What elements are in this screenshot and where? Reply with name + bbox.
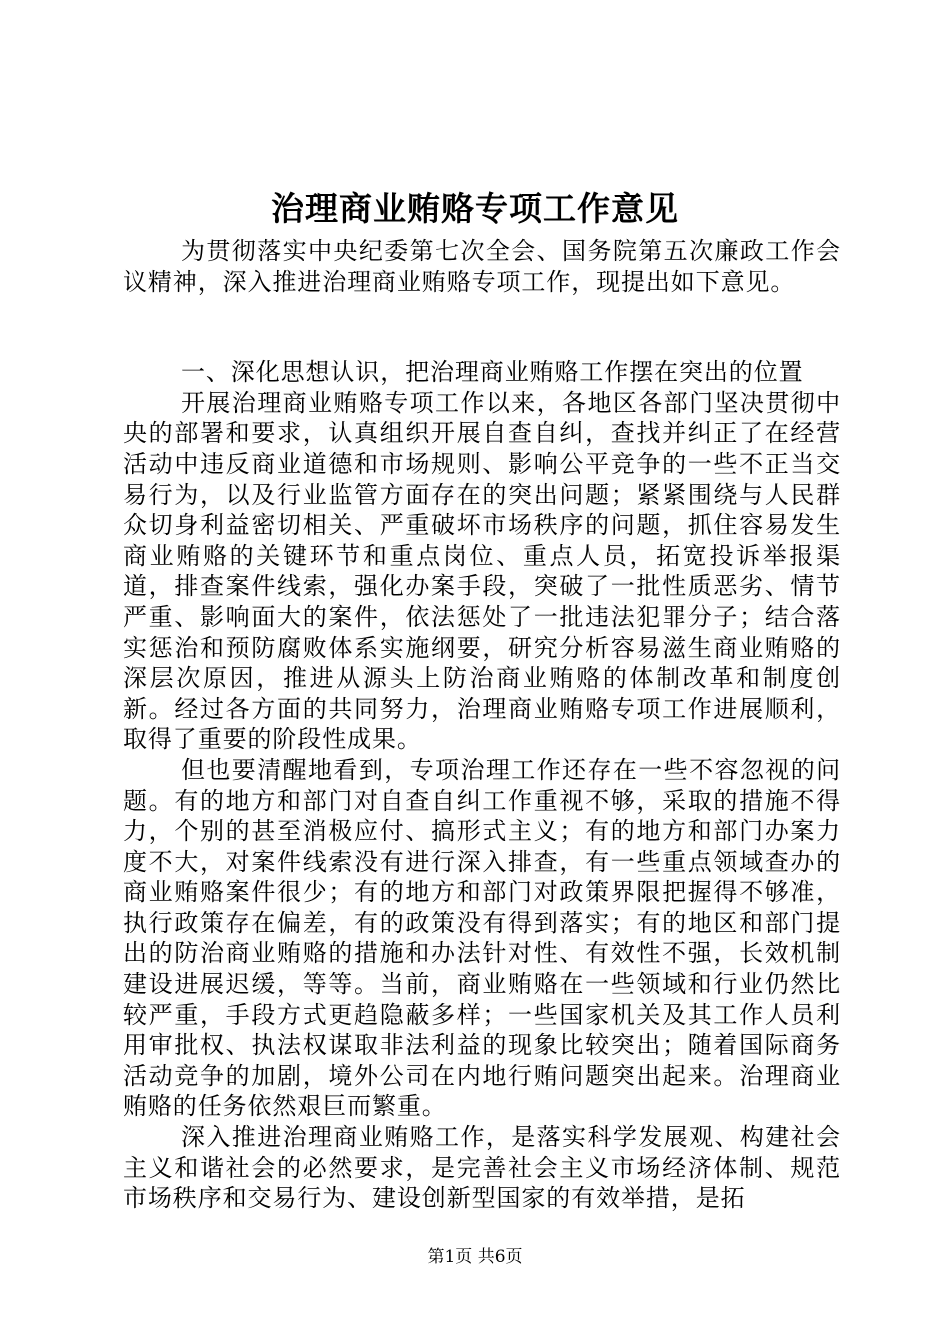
body-paragraph: 但也要清醒地看到，专项治理工作还存在一些不容忽视的问题。有的地方和部门对自查自纠工作重视不够，采取的措施不得力，个别的甚至消极应付、搞形式主义；有的地方和部门办案力度不大，对案件线索没有进行深入排查，有一些重点领域查办的商业贿赂案件很少；有的地方和部门对政策界限把握得不够准，执行政策存在偏差，有的政策没有得到落实；有的地区和部门提出的防治商业贿赂的措施和办法针对性、有效性不强，长效机制建设进展迟缓，等等。当前，商业贿赂在一些领域和行业仍然比较严重，手段方式更趋隐蔽多样；一些国家机关及其工作人员利用审批权、执法权谋取非法利益的现象比较突出；随着国际商务活动竞争的加剧，境外公司在内地行贿问题突出起来。治理商业贿赂的任务依然艰巨而繁重。 [123,755,841,1121]
intro-paragraph: 为贯彻落实中央纪委第七次全会、国务院第五次廉政工作会议精神，深入推进治理商业贿赂专项工作，现提出如下意见。 [123,237,841,296]
document-body [123,236,841,1214]
document-title: 治理商业贿赂专项工作意见 [271,189,679,228]
section-heading: 一、深化思想认识，把治理商业贿赂工作摆在突出的位置 [181,358,804,387]
page-footer: 第1页 共6页 [427,1247,523,1267]
body-paragraph: 开展治理商业贿赂专项工作以来，各地区各部门坚决贯彻中央的部署和要求，认真组织开展自查自纠，查找并纠正了在经营活动中违反商业道德和市场规则、影响公平竞争的一些不正当交易行为，以及行业监管方面存在的突出问题；紧紧围绕与人民群众切身利益密切相关、严重破坏市场秩序的问题，抓住容易发生商业贿赂的关键环节和重点岗位、重点人员，拓宽投诉举报渠道，排查案件线索，强化办案手段，突破了一批性质恶劣、情节严重、影响面大的案件，依法惩处了一批违法犯罪分子；结合落实惩治和预防腐败体系实施纲要，研究分析容易滋生商业贿赂的深层次原因，推进从源头上防治商业贿赂的体制改革和制度创新。经过各方面的共同努力，治理商业贿赂专项工作进展顺利，取得了重要的阶段性成果。 [123,388,841,754]
paragraph-gap [123,297,841,357]
body-paragraph: 深入推进治理商业贿赂工作，是落实科学发展观、构建社会主义和谐社会的必然要求，是完善社会主义市场经济体制、规范市场秩序和交易行为、建设创新型国家的有效举措，是拓 [123,1123,841,1213]
